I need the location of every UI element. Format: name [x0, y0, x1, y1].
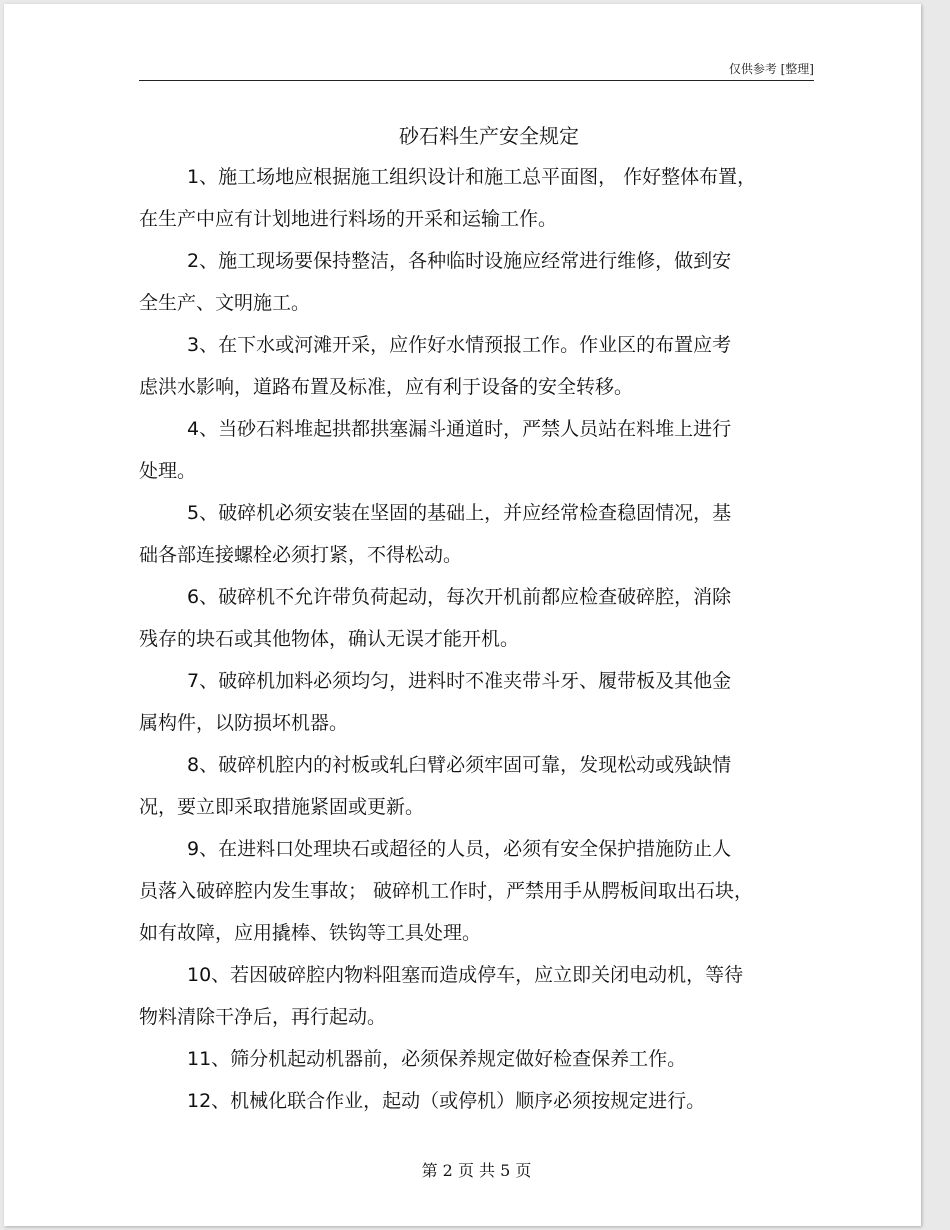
paragraph-9-line-3: 如有故障，应用撬棒、铁钩等工具处理。 — [139, 922, 482, 944]
paragraph-8-line-1: 8、破碎机腔内的衬板或轧臼臂必须牢固可靠，发现松动或残缺情 — [187, 754, 732, 776]
page-number-footer: 第 2 页 共 5 页 — [421, 1161, 532, 1180]
document-body — [139, 156, 804, 1122]
paragraph-7-line-1: 7、破碎机加料必须均匀，进料时不准夹带斗牙、履带板及其他金 — [187, 670, 732, 692]
paragraph-4-line-2: 处理。 — [139, 460, 197, 482]
paragraph-10-line-1: 10、若因破碎腔内物料阻塞而造成停车，应立即关闭电动机，等待 — [187, 964, 744, 986]
header-divider — [139, 80, 814, 81]
page-header-note: 仅供参考 [整理] — [728, 62, 814, 76]
paragraph-7-line-2: 属构件，以防损坏机器。 — [139, 712, 349, 734]
paragraph-9-line-1: 9、在进料口处理块石或超径的人员，必须有安全保护措施防止人 — [187, 838, 732, 860]
paragraph-1-line-2: 在生产中应有计划地进行料场的开采和运输工作。 — [139, 208, 558, 230]
paragraph-6-line-1: 6、破碎机不允许带负荷起动，每次开机前都应检查破碎腔，消除 — [187, 586, 732, 608]
paragraph-5-line-1: 5、破碎机必须安装在坚固的基础上，并应经常检查稳固情况，基 — [187, 502, 732, 524]
paragraph-2-line-2: 全生产、文明施工。 — [139, 292, 311, 314]
paragraph-8-line-2: 况，要立即采取措施紧固或更新。 — [139, 796, 425, 818]
document-title: 砂石料生产安全规定 — [399, 124, 579, 148]
paragraph-12-line-1: 12、机械化联合作业，起动（或停机）顺序必须按规定进行。 — [187, 1090, 706, 1112]
paragraph-5-line-2: 础各部连接螺栓必须打紧，不得松动。 — [139, 544, 463, 566]
paragraph-3-line-2: 虑洪水影响，道路布置及标准，应有利于设备的安全转移。 — [139, 376, 634, 398]
paragraph-2-line-1: 2、施工现场要保持整洁，各种临时设施应经常进行维修，做到安 — [187, 250, 732, 272]
paragraph-3-line-1: 3、在下水或河滩开采，应作好水情预报工作。作业区的布置应考 — [187, 334, 732, 356]
paragraph-6-line-2: 残存的块石或其他物体，确认无误才能开机。 — [139, 628, 520, 650]
document-page — [4, 4, 921, 1226]
paragraph-4-line-1: 4、当砂石料堆起拱都拱塞漏斗通道时，严禁人员站在料堆上进行 — [187, 418, 732, 440]
paragraph-1-line-1: 1、施工场地应根据施工组织设计和施工总平面图， 作好整体布置， — [187, 166, 757, 188]
paragraph-9-line-2: 员落入破碎腔内发生事故； 破碎机工作时，严禁用手从腭板间取出石块， — [139, 880, 754, 902]
paragraph-10-line-2: 物料清除干净后，再行起动。 — [139, 1006, 387, 1028]
paragraph-11-line-1: 11、筛分机起动机器前，必须保养规定做好检查保养工作。 — [187, 1048, 687, 1070]
